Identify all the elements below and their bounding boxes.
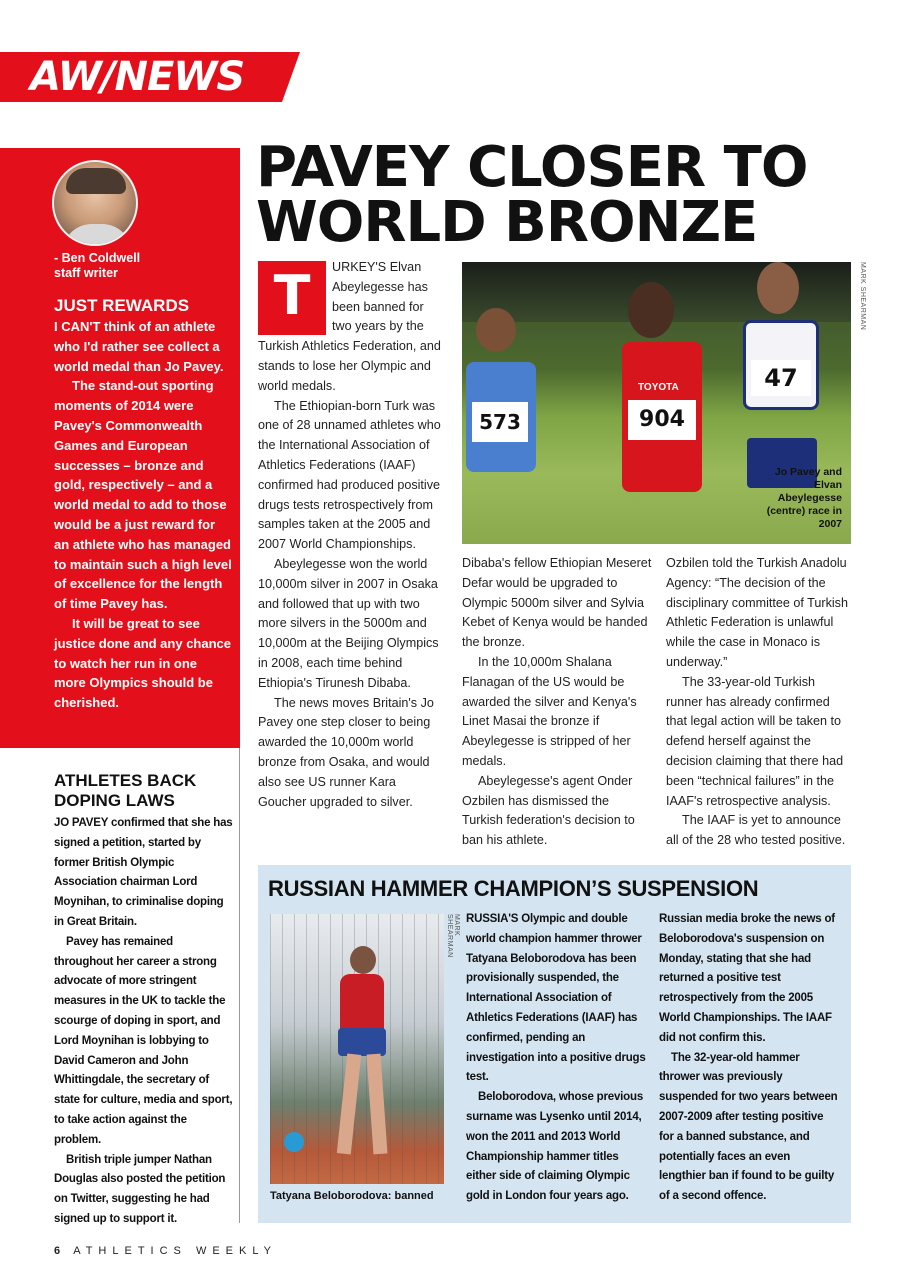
author-byline bbox=[54, 251, 140, 281]
article-paragraph: The news moves Britain's Jo Pavey one step closer to being awarded the 10,000m world bronze from Osaka, and would also see US runner Kara Goucher upgraded to silver. bbox=[258, 695, 434, 809]
author-avatar bbox=[52, 160, 138, 246]
article-column-3 bbox=[666, 554, 854, 851]
bib-number: 573 bbox=[479, 410, 521, 434]
article-headline: PAVEY CLOSER TO WORLD BRONZE bbox=[256, 135, 808, 255]
opinion-title: JUST REWARDS bbox=[54, 296, 190, 315]
magazine-name: ATHLETICS WEEKLY bbox=[73, 1245, 277, 1257]
article-paragraph: The Ethiopian-born Turk was one of 28 unnamed athletes who the International Association of Athletics Federations (IAAF) confirmed had produced positive drugs tests retrospectively from samples taken at the 2005 and 2007 World Championships. bbox=[258, 398, 441, 552]
section-logo: AW/NEWS bbox=[30, 54, 245, 100]
column-divider bbox=[239, 748, 240, 1223]
photo-caption: Jo Pavey and Elvan Abeylegesse (centre) race in 2007 bbox=[766, 466, 842, 530]
bib-number: 47 bbox=[764, 364, 798, 392]
article-column-2 bbox=[462, 554, 652, 851]
doping-paragraph: JO PAVEY confirmed that she has signed a petition, started by former British Olympic Association chairman Lord Moynihan, to criminalise doping in Great Britain. bbox=[54, 817, 233, 928]
hammer-column-2 bbox=[659, 910, 839, 1207]
hammer-photo-caption: Tatyana Beloborodova: banned bbox=[270, 1190, 434, 1202]
doping-paragraph: Pavey has remained throughout her career a strong advocate of more stringent measures in the UK to tackle the scourge of doping in sport, and Lord Moynihan is lobbying to David Cameron and John Whittingdale, the secretary of state for culture, media and sport, to take action against the problem. bbox=[54, 935, 233, 1146]
hammer-paragraph: Russian media broke the news of Beloborodova's suspension on Monday, stating that she had returned a positive test retrospectively from the 2005 World Championships. The IAAF did not confirm this. bbox=[659, 913, 835, 1044]
hammer-photo bbox=[270, 914, 444, 1184]
bib-sponsor: TOYOTA bbox=[638, 382, 679, 393]
article-paragraph: Abeylegesse's agent Onder Ozbilen has dismissed the Turkish federation's decision to ban his athlete. bbox=[462, 773, 635, 848]
photo-credit: MARK SHEARMAN bbox=[859, 262, 866, 331]
article-paragraph: URKEY'S Elvan Abeylegesse has been banned for two years by the Turkish Athletics Federation, and stands to lose her Olympic and world medals. bbox=[258, 260, 441, 393]
article-column-1 bbox=[258, 258, 444, 812]
doping-body bbox=[54, 814, 234, 1230]
opinion-body bbox=[54, 317, 232, 713]
doping-paragraph: British triple jumper Nathan Douglas also posted the petition on Twitter, suggesting he had signed up to support it. bbox=[54, 1153, 226, 1225]
doping-title: ATHLETES BACK DOPING LAWS bbox=[54, 771, 197, 810]
opinion-paragraph: I CAN'T think of an athlete who I'd rather see collect a world medal than Jo Pavey. bbox=[54, 319, 224, 374]
article-paragraph: Dibaba's fellow Ethiopian Meseret Defar would be upgraded to Olympic 5000m silver and Sylvia Kebet of Kenya would be handed the bronze. bbox=[462, 556, 652, 650]
article-paragraph: The IAAF is yet to announce all of the 28 who tested positive. bbox=[666, 813, 846, 848]
page-footer bbox=[54, 1245, 277, 1257]
article-paragraph: The 33-year-old Turkish runner has already confirmed that legal action will be taken to defend herself against the decision claiming that there had been “technical failures” in the IAAF's retrospective analysis. bbox=[666, 674, 844, 808]
hammer-paragraph: The 32-year-old hammer thrower was previously suspended for two years between 2007-2009 after testing positive for a banned substance, and potentially faces an even lengthier ban if found to be guilty of a second offence. bbox=[659, 1051, 838, 1203]
bib-number: 904 bbox=[639, 407, 685, 432]
hammer-paragraph: RUSSIA'S Olympic and double world champion hammer thrower Tatyana Beloborodova has been provisionally suspended, the International Association of Athletics Federations (IAAF) has confirmed, pending an investigation into a positive drugs test. bbox=[466, 913, 646, 1084]
page-number: 6 bbox=[54, 1245, 61, 1257]
author-role: staff writer bbox=[54, 266, 118, 280]
opinion-paragraph: It will be great to see justice done and any chance to watch her run in one more Olympics should be cherished. bbox=[54, 615, 231, 711]
author-name: - Ben Coldwell bbox=[54, 251, 141, 265]
hammer-story-title: RUSSIAN HAMMER CHAMPION’S SUSPENSION bbox=[268, 876, 759, 901]
opinion-paragraph: The stand-out sporting moments of 2014 were Pavey's Commonwealth Games and European successes – bronze and gold, respectively – and a world medal to add to those would be a just reward for an athlete who has managed to maintain such a high level of excellence for the length of time Pavey has. bbox=[54, 378, 232, 612]
hammer-paragraph: Beloborodova, whose previous surname was Lysenko until 2014, won the 2011 and 2013 World Championship hammer titles either side of claiming Olympic gold in London four years ago. bbox=[466, 1091, 644, 1203]
hammer-column-1 bbox=[466, 910, 648, 1207]
article-paragraph: In the 10,000m Shalana Flanagan of the US would be awarded the silver and Kenya's Linet Masai the bronze if Abeylegesse is stripped of her medals. bbox=[462, 654, 637, 768]
article-paragraph: Abeylegesse won the world 10,000m silver in 2007 in Osaka and followed that up with two more silvers in the 5000m and 10,000m at the Beijing Olympics in 2008, each time behind Ethiopia's Tirunesh Dibaba. bbox=[258, 556, 439, 690]
hammer-photo-credit: MARK SHEARMAN bbox=[446, 914, 460, 958]
drop-cap: T bbox=[258, 261, 326, 335]
article-paragraph: Ozbilen told the Turkish Anadolu Agency: “The decision of the disciplinary committee of Turkish Athletic Federation is unlawful while the case in Monaco is underway.” bbox=[666, 556, 848, 669]
